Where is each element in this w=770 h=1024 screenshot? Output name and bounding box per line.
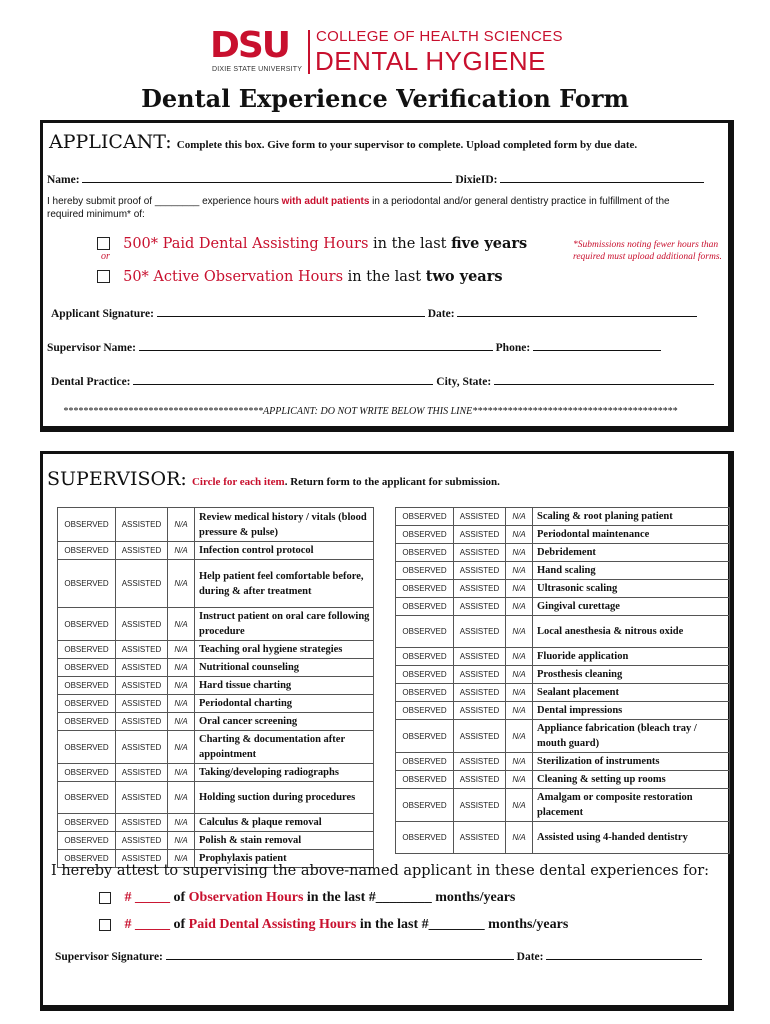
- assisted-option[interactable]: ASSISTED: [454, 720, 506, 753]
- supervisor-name-row: [47, 341, 661, 354]
- paid-attest-of: of: [170, 917, 189, 932]
- name-label: Name:: [47, 174, 80, 186]
- form-title: Dental Experience Verification Form: [141, 84, 629, 113]
- skill-label: Dental impressions: [533, 702, 730, 720]
- assisted-option[interactable]: ASSISTED: [454, 562, 506, 580]
- observed-option[interactable]: OBSERVED: [396, 544, 454, 562]
- logo-dsu-mark: DSU: [210, 25, 290, 66]
- dsu-logo: [210, 25, 570, 78]
- skill-label: Sterilization of instruments: [533, 753, 730, 771]
- assisted-option[interactable]: ASSISTED: [454, 684, 506, 702]
- observation-attest-row: [99, 890, 515, 906]
- observation-attest-period: in the last #________ months/years: [303, 890, 516, 905]
- assisted-option[interactable]: ASSISTED: [454, 544, 506, 562]
- observed-option[interactable]: OBSERVED: [396, 562, 454, 580]
- skill-label: Holding suction during procedures: [195, 782, 374, 814]
- na-option[interactable]: N/A: [506, 616, 533, 648]
- observed-option[interactable]: OBSERVED: [396, 526, 454, 544]
- skill-row: [396, 580, 730, 598]
- skill-label: Appliance fabrication (bleach tray / mouth guard): [533, 720, 730, 753]
- skill-row: [396, 562, 730, 580]
- na-option[interactable]: N/A: [168, 542, 195, 560]
- na-option[interactable]: N/A: [506, 580, 533, 598]
- dixie-id-label: DixieID:: [455, 174, 498, 186]
- skill-row: [396, 648, 730, 666]
- observed-option[interactable]: OBSERVED: [396, 580, 454, 598]
- skill-label: Cleaning & setting up rooms: [533, 771, 730, 789]
- assisted-option[interactable]: ASSISTED: [116, 850, 168, 868]
- city-state-input[interactable]: [494, 375, 714, 385]
- na-option[interactable]: N/A: [506, 720, 533, 753]
- do-not-write-banner: ****************************************APPLICANT: DO NOT WRITE BELOW THIS LINE*****************************************: [63, 406, 678, 417]
- observed-option[interactable]: OBSERVED: [58, 850, 116, 868]
- na-option[interactable]: N/A: [506, 789, 533, 822]
- assisted-option[interactable]: ASSISTED: [454, 702, 506, 720]
- skill-label: Oral cancer screening: [195, 713, 374, 731]
- skill-label: Debridement: [533, 544, 730, 562]
- paid-hours-label: 500* Paid Dental Assisting Hours: [123, 236, 369, 252]
- assisted-option[interactable]: ASSISTED: [116, 814, 168, 832]
- skill-row: [396, 771, 730, 789]
- applicant-date-label: Date:: [427, 308, 455, 320]
- observed-option[interactable]: OBSERVED: [396, 753, 454, 771]
- paid-attest-checkbox[interactable]: [99, 919, 111, 931]
- na-option[interactable]: N/A: [506, 753, 533, 771]
- na-option[interactable]: N/A: [168, 508, 195, 542]
- statement-post: in a periodontal and/or general dentistry practice in fulfillment of the required minimum* of:: [47, 196, 670, 220]
- skill-label: Assisted using 4-handed dentistry: [533, 822, 730, 854]
- right-skills-table: [395, 507, 730, 854]
- na-option[interactable]: N/A: [168, 695, 195, 713]
- skill-row: [58, 713, 374, 731]
- observation-attest-type: Observation Hours: [188, 890, 304, 905]
- na-option[interactable]: N/A: [168, 659, 195, 677]
- skill-label: Periodontal charting: [195, 695, 374, 713]
- observed-option[interactable]: OBSERVED: [58, 713, 116, 731]
- supervisor-header: [47, 468, 500, 490]
- name-input[interactable]: [82, 173, 452, 183]
- applicant-header: [49, 131, 637, 153]
- na-option[interactable]: N/A: [506, 648, 533, 666]
- skill-label: Prosthesis cleaning: [533, 666, 730, 684]
- logo-college: COLLEGE OF HEALTH SCIENCES: [316, 28, 563, 45]
- skill-label: Instruct patient on oral care following procedure: [195, 608, 374, 641]
- observed-option[interactable]: OBSERVED: [58, 677, 116, 695]
- skill-row: [58, 608, 374, 641]
- na-option[interactable]: N/A: [168, 814, 195, 832]
- na-option[interactable]: N/A: [168, 731, 195, 764]
- assisted-option[interactable]: ASSISTED: [454, 789, 506, 822]
- observed-option[interactable]: OBSERVED: [58, 560, 116, 608]
- skill-label: Prophylaxis patient: [195, 850, 374, 868]
- observation-attest-of: of: [170, 890, 189, 905]
- skill-label: Scaling & root planing patient: [533, 508, 730, 526]
- observed-option[interactable]: OBSERVED: [396, 508, 454, 526]
- assisted-option[interactable]: ASSISTED: [454, 666, 506, 684]
- na-option[interactable]: N/A: [506, 598, 533, 616]
- paid-hours-checkbox[interactable]: [97, 237, 110, 250]
- paid-hours-period: five years: [451, 235, 528, 252]
- skill-row: [396, 720, 730, 753]
- observed-option[interactable]: OBSERVED: [396, 789, 454, 822]
- logo-program: DENTAL HYGIENE: [315, 46, 546, 76]
- supervisor-date-input[interactable]: [546, 950, 702, 960]
- observed-option[interactable]: OBSERVED: [58, 695, 116, 713]
- observed-option[interactable]: OBSERVED: [396, 822, 454, 854]
- applicant-date-input[interactable]: [457, 307, 697, 317]
- observed-option[interactable]: OBSERVED: [58, 608, 116, 641]
- skill-label: Local anesthesia & nitrous oxide: [533, 616, 730, 648]
- assisted-option[interactable]: ASSISTED: [116, 608, 168, 641]
- na-option[interactable]: N/A: [168, 713, 195, 731]
- assisted-option[interactable]: ASSISTED: [116, 508, 168, 542]
- logo-university: DIXIE STATE UNIVERSITY: [212, 66, 303, 73]
- observed-option[interactable]: OBSERVED: [58, 641, 116, 659]
- skill-label: Fluoride application: [533, 648, 730, 666]
- applicant-section: [40, 120, 734, 432]
- assisted-option[interactable]: ASSISTED: [454, 526, 506, 544]
- na-option[interactable]: N/A: [506, 526, 533, 544]
- supervisor-date-label: Date:: [516, 951, 544, 963]
- skill-row: [58, 782, 374, 814]
- skill-label: Gingival curettage: [533, 598, 730, 616]
- assisted-option[interactable]: ASSISTED: [454, 616, 506, 648]
- observation-attest-count: # _____: [124, 890, 170, 905]
- skill-row: [58, 542, 374, 560]
- na-option[interactable]: N/A: [506, 544, 533, 562]
- observed-option[interactable]: OBSERVED: [396, 702, 454, 720]
- na-option[interactable]: N/A: [506, 822, 533, 854]
- skill-row: [396, 789, 730, 822]
- skill-label: Review medical history / vitals (blood pressure & pulse): [195, 508, 374, 542]
- supervisor-signature-label: Supervisor Signature:: [55, 951, 163, 963]
- observation-hours-period: two years: [425, 268, 503, 285]
- skill-row: [58, 641, 374, 659]
- skill-row: [58, 764, 374, 782]
- applicant-signature-label: Applicant Signature:: [51, 308, 154, 320]
- observed-option[interactable]: OBSERVED: [58, 508, 116, 542]
- skill-row: [58, 508, 374, 542]
- supervisor-signature-row: [55, 950, 702, 963]
- skill-row: [396, 598, 730, 616]
- assisted-option[interactable]: ASSISTED: [454, 508, 506, 526]
- skill-row: [396, 666, 730, 684]
- observed-option[interactable]: OBSERVED: [396, 720, 454, 753]
- skill-row: [396, 702, 730, 720]
- na-option[interactable]: N/A: [168, 641, 195, 659]
- skill-label: Infection control protocol: [195, 542, 374, 560]
- paid-hours-mid: in the last: [368, 236, 452, 252]
- skill-label: Sealant placement: [533, 684, 730, 702]
- supervisor-section: [40, 451, 734, 1011]
- logo-divider: [308, 30, 310, 74]
- skill-row: [396, 822, 730, 854]
- skill-row: [58, 659, 374, 677]
- na-option[interactable]: N/A: [506, 684, 533, 702]
- observed-option[interactable]: OBSERVED: [58, 542, 116, 560]
- city-state-label: City, State:: [436, 376, 492, 388]
- paid-attest-row: [99, 917, 568, 933]
- assisted-option[interactable]: ASSISTED: [116, 832, 168, 850]
- phone-input[interactable]: [533, 341, 661, 351]
- return-instruction: . Return form to the applicant for submission.: [284, 476, 500, 488]
- skill-row: [58, 560, 374, 608]
- skill-label: Hard tissue charting: [195, 677, 374, 695]
- paid-attest-type: Paid Dental Assisting Hours: [188, 917, 357, 932]
- submission-statement: [47, 195, 687, 221]
- applicant-signature-input[interactable]: [157, 307, 425, 317]
- skill-row: [396, 753, 730, 771]
- na-option[interactable]: N/A: [168, 850, 195, 868]
- attest-statement: I hereby attest to supervising the above-named applicant in these dental experiences for:: [51, 863, 710, 879]
- observed-option[interactable]: OBSERVED: [396, 666, 454, 684]
- assisted-option[interactable]: ASSISTED: [116, 542, 168, 560]
- observation-hours-checkbox[interactable]: [97, 270, 110, 283]
- left-skills-table: [57, 507, 374, 868]
- observation-attest-checkbox[interactable]: [99, 892, 111, 904]
- applicant-signature-row: [51, 307, 697, 320]
- statement-pre: I hereby submit proof of ________ experience hours: [47, 196, 282, 207]
- fewer-hours-note: *Submissions noting fewer hours than required must upload additional forms.: [573, 240, 722, 262]
- assisted-option[interactable]: ASSISTED: [454, 822, 506, 854]
- phone-label: Phone:: [495, 342, 531, 354]
- or-label: or: [101, 251, 110, 262]
- supervisor-name-input[interactable]: [139, 341, 493, 351]
- skill-row: [396, 684, 730, 702]
- assisted-option[interactable]: ASSISTED: [454, 598, 506, 616]
- option-paid-hours[interactable]: [97, 233, 527, 252]
- observation-hours-label: 50* Active Observation Hours: [123, 269, 344, 285]
- circle-instruction: Circle for each item: [191, 476, 285, 488]
- na-option[interactable]: N/A: [168, 608, 195, 641]
- skill-label: Help patient feel comfortable before, during & after treatment: [195, 560, 374, 608]
- skill-row: [396, 508, 730, 526]
- observed-option[interactable]: OBSERVED: [58, 659, 116, 677]
- observed-option[interactable]: OBSERVED: [396, 616, 454, 648]
- skill-label: Polish & stain removal: [195, 832, 374, 850]
- assisted-option[interactable]: ASSISTED: [116, 782, 168, 814]
- na-option[interactable]: N/A: [168, 832, 195, 850]
- na-option[interactable]: N/A: [506, 562, 533, 580]
- assisted-option[interactable]: ASSISTED: [454, 580, 506, 598]
- observed-option[interactable]: OBSERVED: [396, 598, 454, 616]
- observed-option[interactable]: OBSERVED: [58, 764, 116, 782]
- dental-practice-input[interactable]: [133, 375, 433, 385]
- skill-row: [58, 677, 374, 695]
- assisted-option[interactable]: ASSISTED: [116, 731, 168, 764]
- assisted-option[interactable]: ASSISTED: [116, 659, 168, 677]
- skill-row: [58, 695, 374, 713]
- paid-attest-period: in the last #________ months/years: [356, 917, 569, 932]
- supervisor-signature-input[interactable]: [166, 950, 514, 960]
- observation-hours-mid: in the last: [343, 269, 426, 285]
- dental-practice-row: [51, 375, 714, 388]
- assisted-option[interactable]: ASSISTED: [116, 641, 168, 659]
- na-option[interactable]: N/A: [506, 666, 533, 684]
- name-field-row: [47, 173, 704, 186]
- supervisor-heading: SUPERVISOR:: [47, 468, 187, 490]
- assisted-option[interactable]: ASSISTED: [454, 753, 506, 771]
- na-option[interactable]: N/A: [506, 508, 533, 526]
- assisted-option[interactable]: ASSISTED: [116, 764, 168, 782]
- observed-option[interactable]: OBSERVED: [58, 731, 116, 764]
- dental-practice-label: Dental Practice:: [51, 376, 131, 388]
- na-option[interactable]: N/A: [168, 782, 195, 814]
- skill-row: [58, 832, 374, 850]
- skill-row: [396, 544, 730, 562]
- skill-label: Charting & documentation after appointment: [195, 731, 374, 764]
- na-option[interactable]: N/A: [168, 764, 195, 782]
- skill-label: Teaching oral hygiene strategies: [195, 641, 374, 659]
- na-option[interactable]: N/A: [506, 702, 533, 720]
- assisted-option[interactable]: ASSISTED: [454, 771, 506, 789]
- skill-label: Nutritional counseling: [195, 659, 374, 677]
- observed-option[interactable]: OBSERVED: [396, 648, 454, 666]
- observed-option[interactable]: OBSERVED: [58, 782, 116, 814]
- assisted-option[interactable]: ASSISTED: [116, 713, 168, 731]
- na-option[interactable]: N/A: [506, 771, 533, 789]
- assisted-option[interactable]: ASSISTED: [454, 648, 506, 666]
- observed-option[interactable]: OBSERVED: [58, 814, 116, 832]
- skill-row: [396, 526, 730, 544]
- observed-option[interactable]: OBSERVED: [396, 771, 454, 789]
- skill-label: Periodontal maintenance: [533, 526, 730, 544]
- dixie-id-input[interactable]: [500, 173, 704, 183]
- skill-label: Taking/developing radiographs: [195, 764, 374, 782]
- skill-row: [58, 814, 374, 832]
- skill-label: Amalgam or composite restoration placement: [533, 789, 730, 822]
- skill-label: Ultrasonic scaling: [533, 580, 730, 598]
- skill-row: [396, 616, 730, 648]
- observed-option[interactable]: OBSERVED: [58, 832, 116, 850]
- applicant-instructions: Complete this box. Give form to your supervisor to complete. Upload completed form by due date.: [176, 139, 638, 151]
- statement-adult-patients: with adult patients: [281, 196, 370, 207]
- na-option[interactable]: N/A: [168, 677, 195, 695]
- observed-option[interactable]: OBSERVED: [396, 684, 454, 702]
- option-observation-hours[interactable]: [97, 266, 503, 285]
- skill-row: [58, 731, 374, 764]
- supervisor-name-label: Supervisor Name:: [47, 342, 136, 354]
- na-option[interactable]: N/A: [168, 560, 195, 608]
- assisted-option[interactable]: ASSISTED: [116, 677, 168, 695]
- paid-attest-count: # _____: [124, 917, 170, 932]
- assisted-option[interactable]: ASSISTED: [116, 560, 168, 608]
- skill-label: Calculus & plaque removal: [195, 814, 374, 832]
- assisted-option[interactable]: ASSISTED: [116, 695, 168, 713]
- applicant-heading: APPLICANT:: [49, 131, 172, 153]
- skill-label: Hand scaling: [533, 562, 730, 580]
